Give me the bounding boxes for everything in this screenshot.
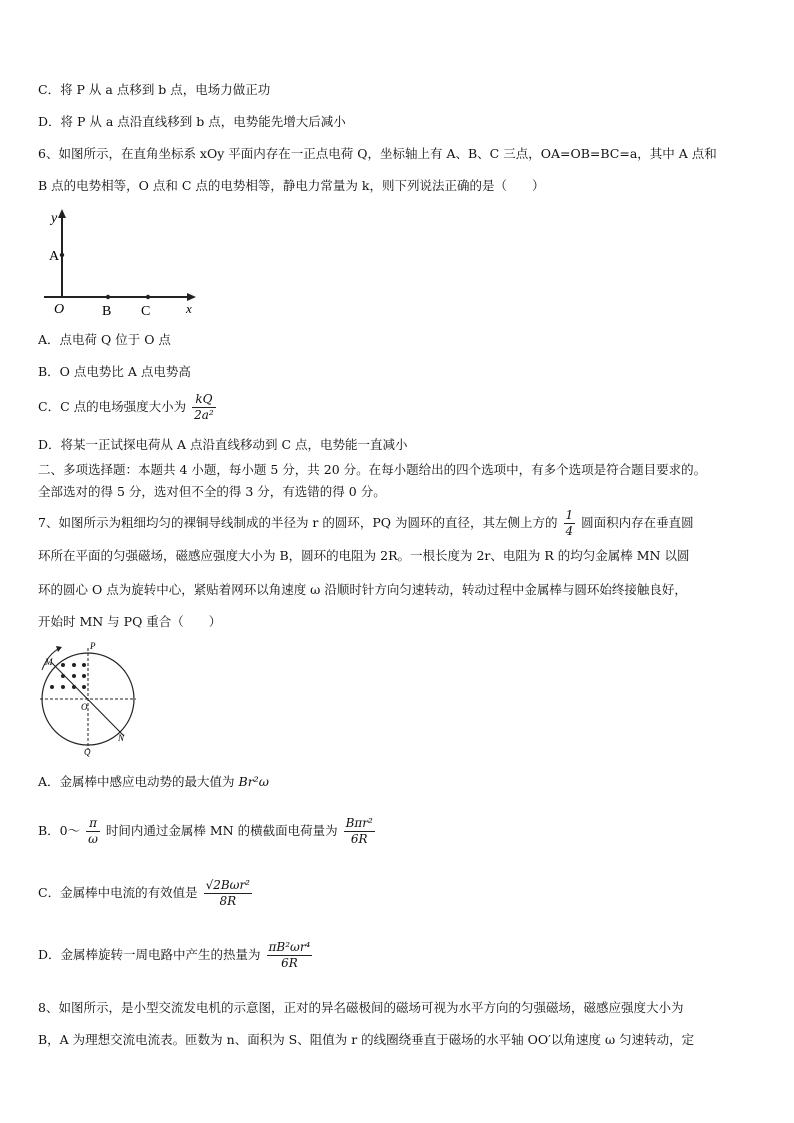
q7-option-c [38,878,254,909]
q7-option-d [38,940,314,971]
q7-stem-fraction [564,508,576,539]
q7-option-c-denominator: 8R [219,894,237,908]
q6-stem-line1: 6、如图所示，在直角坐标系 xOy 平面内存在一正点电荷 Q，坐标轴上有 A、B、C 三点，OA=OB=BC=a，其中 A 点和 [38,146,717,161]
q7-option-a-text: A．金属棒中感应电动势的最大值为 [38,774,235,789]
q7-option-d-fraction [267,940,313,971]
q7-option-d-text: D．金属棒旋转一周电路中产生的热量为 [38,947,261,962]
q6-stem-line2: B 点的电势相等，O 点和 C 点的电势相等，静电力常量为 k，则下列说法正确的是（ ） [38,178,545,193]
q6-option-b: B．O 点电势比 A 点电势高 [38,364,191,379]
q6-option-c-text: C．C 点的电场强度大小为 [38,399,187,414]
q7-option-c-numerator: √2Bωr² [205,878,250,892]
q6-option-c-denominator: 2a² [194,408,214,422]
q7-option-b-charge-denominator: 6R [350,832,368,846]
q7-option-b-time-fraction [86,816,100,847]
q7-stem-line1 [38,508,694,539]
q5-option-c: C．将 P 从 a 点移到 b 点，电场力做正功 [38,82,271,97]
q7-stem-line1-post: 圆面积内存在垂直圆 [581,515,694,530]
q6-fig-label-c: C [141,304,151,319]
q6-coordinate-figure [38,205,208,323]
q7-stem-fraction-denominator: 4 [565,524,574,538]
q6-fig-label-x: x [186,301,192,316]
q7-fig-label-p: P [90,641,96,651]
q7-fig-label-n: N [118,733,125,743]
q7-option-b-time-numerator: π [86,816,100,832]
q7-option-b-charge-fraction [344,816,375,847]
q6-fig-label-o: O [54,302,65,317]
q6-option-a: A．点电荷 Q 位于 O 点 [38,332,171,347]
q6-fig-label-y: y [51,211,58,226]
q6-option-c [38,392,218,423]
q7-stem-line1-pre: 7、如图所示为粗细均匀的裸铜导线制成的半径为 r 的圆环，PQ 为圆环的直径，其左侧上方的 [38,515,558,530]
q7-option-b-charge-numerator: Bπr² [345,816,373,830]
q5-option-d: D．将 P 从 a 点沿直线移到 b 点，电势能先增大后减小 [38,114,346,129]
q7-fig-label-o: O [81,702,88,712]
q6-option-d: D．将某一正试探电荷从 A 点沿直线移动到 C 点，电势能一直减小 [38,437,408,452]
q7-stem-fraction-numerator: 1 [565,508,574,522]
q7-option-c-fraction [204,878,252,909]
q7-option-b-mid: 时间内通过金属棒 MN 的横截面电荷量为 [105,823,338,838]
q7-option-a [38,774,269,790]
q7-option-a-expression: Br²ω [238,774,269,789]
q6-fig-label-b: B [102,304,112,319]
q7-option-b-pre: B．0～ [38,823,81,838]
q7-stem-line3: 环的圆心 O 点为旋转中心，紧贴着网环以角速度 ω 沿顺时针方向匀速转动，转动过程中金属棒与圆环始终接触良好， [38,582,687,597]
q7-ring-figure [36,640,148,758]
q7-fig-label-m: M [45,657,53,667]
q7-option-d-numerator: πB²ωr⁴ [268,940,311,954]
q7-fig-label-q: Q [84,747,91,757]
q7-option-b [38,816,377,847]
q6-fig-label-a: A [49,249,60,264]
q6-option-c-fraction [192,392,216,423]
q7-option-d-denominator: 6R [281,956,298,970]
section2-header-line2: 全部选对的得 5 分，选对但不全的得 3 分，有选错的得 0 分。 [38,484,386,499]
q8-stem-line1: 8、如图所示，是小型交流发电机的示意图，正对的异名磁极间的磁场可视为水平方向的匀强磁场，磁感应强度大小为 [38,1000,684,1015]
q6-option-c-numerator: kQ [192,392,216,408]
q7-stem-line4: 开始时 MN 与 PQ 重合（ ） [38,614,222,629]
q7-stem-line2: 环所在平面的匀强磁场，磁感应强度大小为 B，圆环的电阻为 2R。一根长度为 2r、电阻为 R 的均匀金属棒 MN 以圆 [38,548,690,563]
q7-option-b-time-denominator: ω [88,832,98,846]
q8-stem-line2: B，A 为理想交流电流表。匝数为 n、面积为 S、阻值为 r 的线圈绕垂直于磁场的水平轴 OO′以角速度 ω 匀速转动，定 [38,1032,695,1047]
section2-header-line1: 二、多项选择题：本题共 4 小题，每小题 5 分，共 20 分。在每小题给出的四个选项中，有多个选项是符合题目要求的。 [38,462,707,477]
q7-option-c-text: C．金属棒中电流的有效值是 [38,885,198,900]
